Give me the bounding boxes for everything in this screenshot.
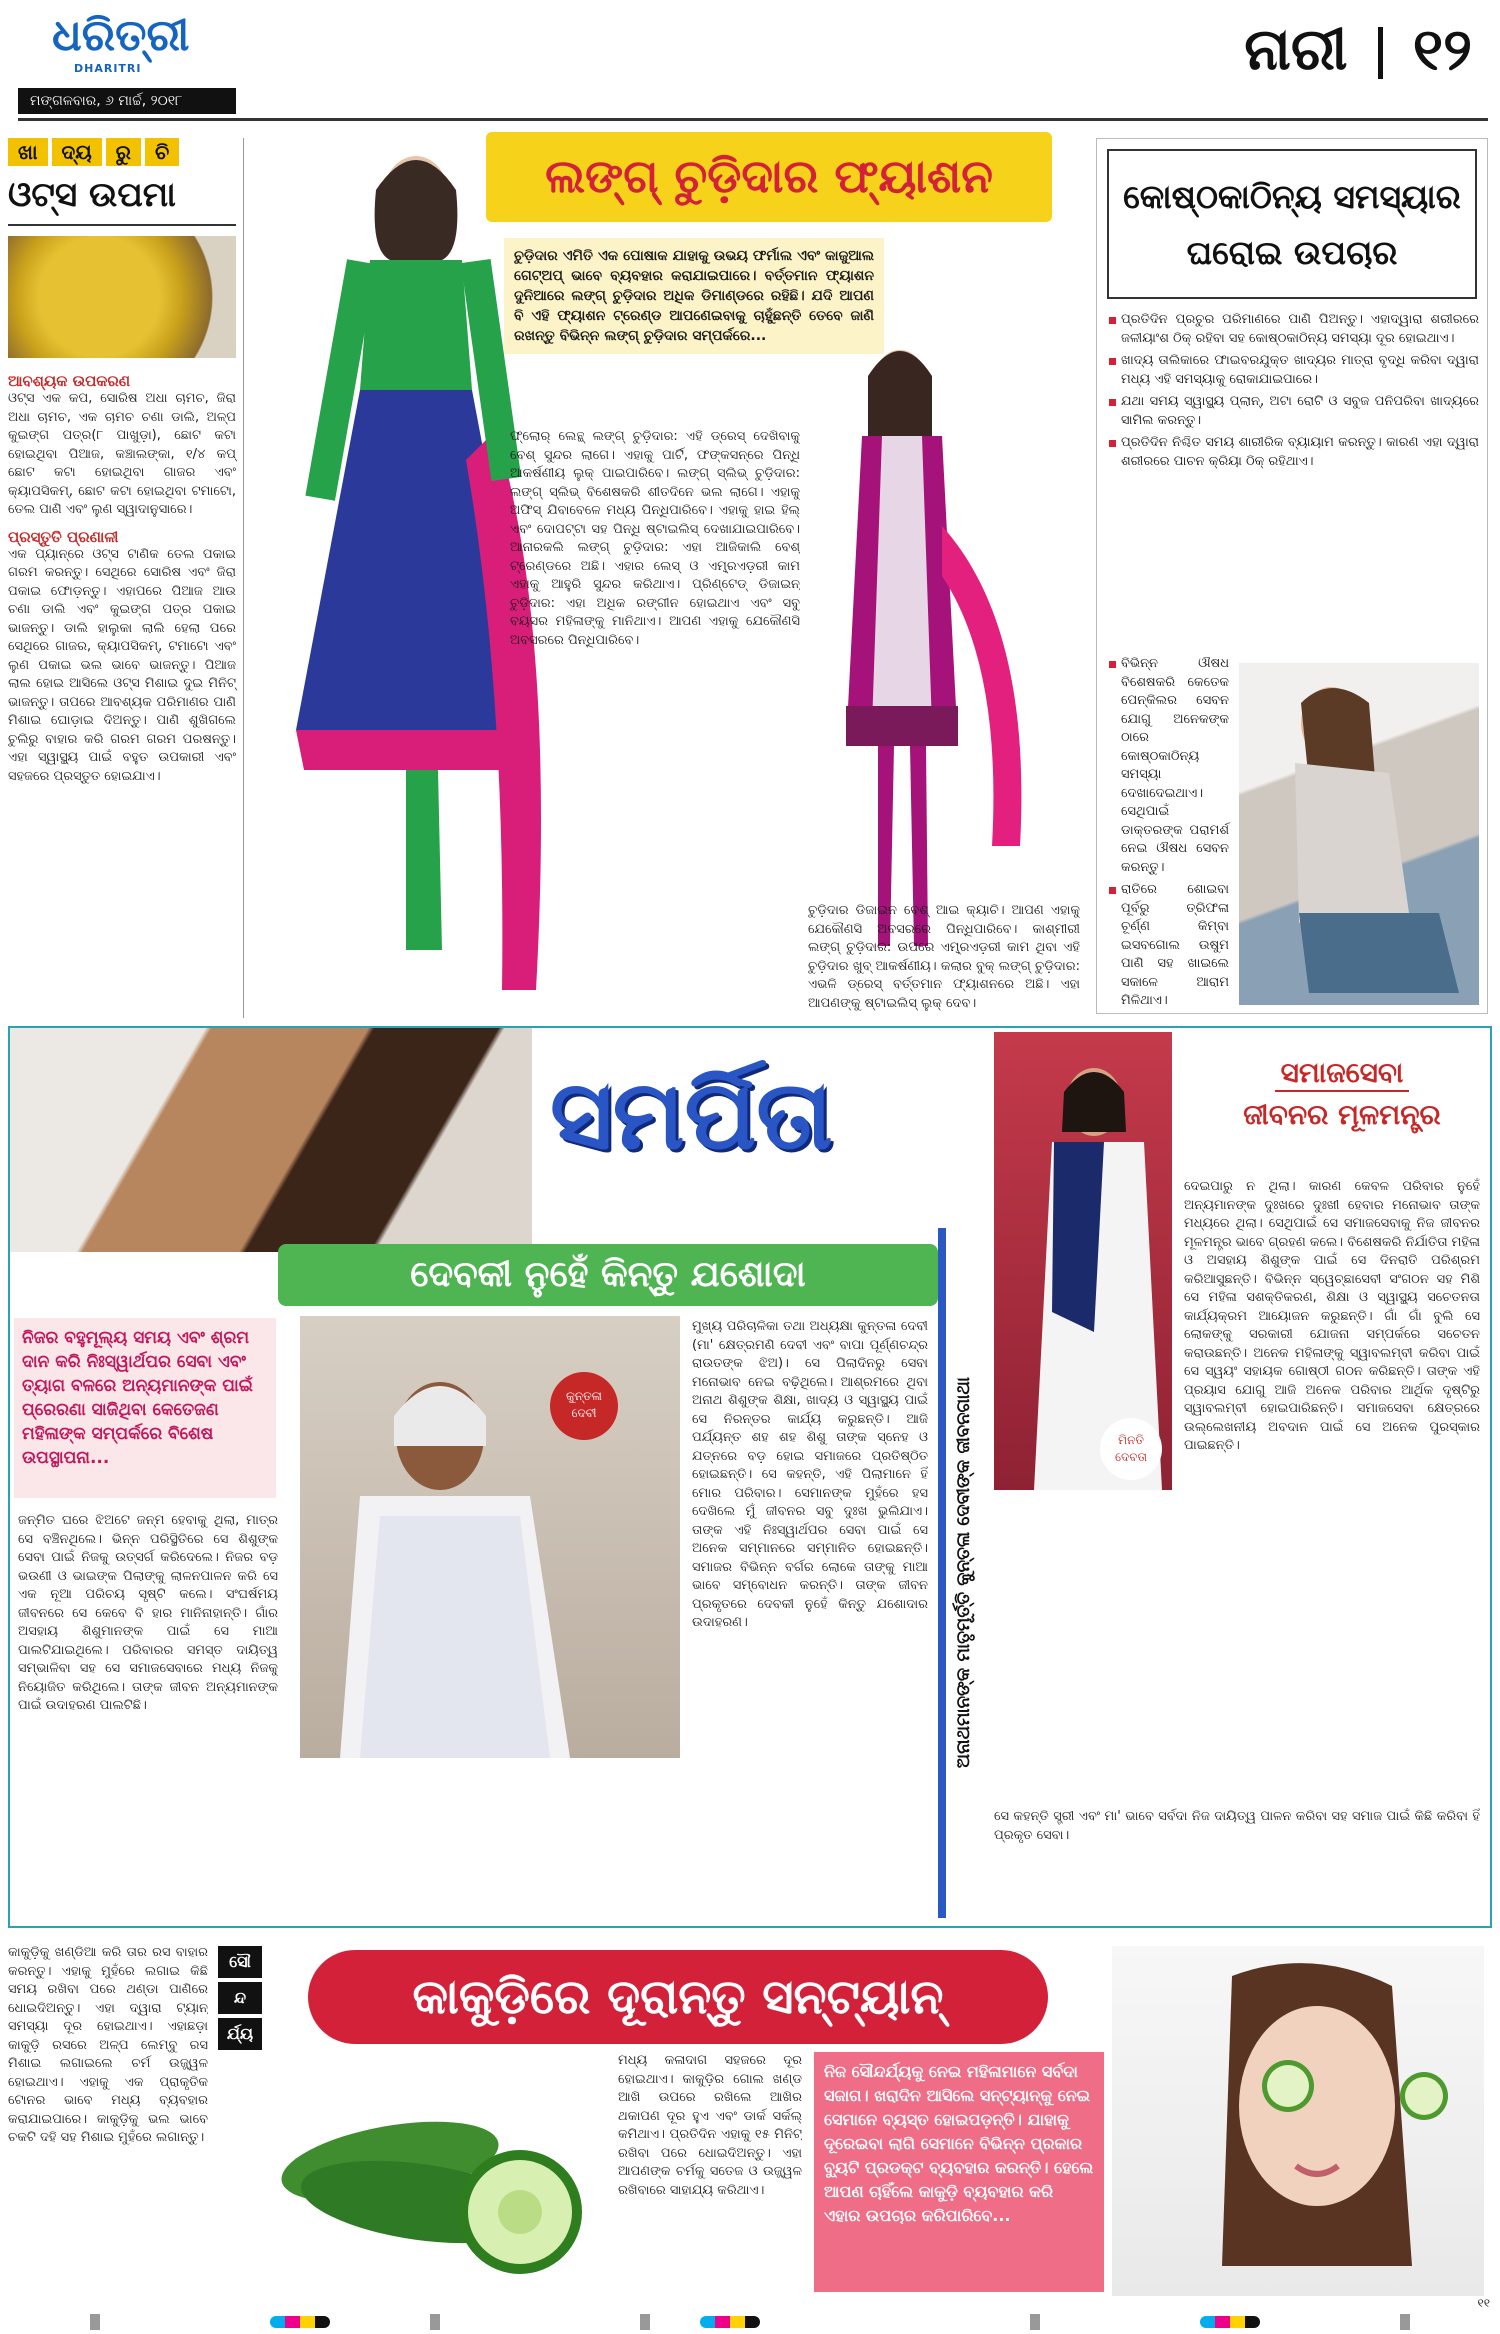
- fashion-headline-text: ଲଙ୍ଗ୍ ଚୁଡ଼ିଦାର ଫ୍ୟାଶନ: [545, 149, 993, 203]
- issue-date-bar: [18, 88, 236, 114]
- kicker-letter: ନ୍ଦ: [218, 1982, 262, 2014]
- samarpita-intro: ନିଜର ବହୁମୂଲ୍ୟ ସମୟ ଏବଂ ଶ୍ରମ ଦାନ କରି ନିଃସ୍ୱାର୍ଥପର ସେବା ଏବଂ ତ୍ୟାଗ ବଳରେ ଅନ୍ୟମାନଙ୍କ ପାଇଁ ପ୍ରେରଣା ସାଜିଥିବା କେତେଜଣ ମହିଳାଙ୍କ ସମ୍ପର୍କରେ ବିଶେଷ ଉପସ୍ଥାପନା...: [22, 1328, 253, 1468]
- health-title: କୋଷ୍ଠକାଠିନ୍ୟ ସମସ୍ୟାର ଘରୋଇ ଉପଚାର: [1107, 149, 1477, 299]
- vertical-title-bar: [938, 1228, 980, 1918]
- health-tip: ଯଥା ସମୟ ସ୍ୱାସ୍ଥ୍ୟ ପ୍ଲାନ୍, ଅଟା ରୋଟି ଓ ସବୁଜ ପନିପରିବା ଖାଦ୍ୟରେ ସାମିଲ କରନ୍ତୁ।: [1107, 393, 1479, 430]
- caption-surname: ଦେବତା: [1115, 1450, 1147, 1464]
- cucumber-photo: [280, 2052, 610, 2296]
- kuntala-devi-photo: [300, 1316, 680, 1758]
- caption-surname: ଦେବୀ: [571, 1406, 597, 1420]
- elderly-woman-figure: [300, 1316, 680, 1758]
- beauty-headline: [308, 1950, 1048, 2044]
- recipe-kicker: [8, 138, 236, 166]
- samarpita-subtitle: ଦେବକୀ ନୁହେଁ କିନ୍ତୁ ଯଶୋଦା: [410, 1254, 806, 1295]
- samarpita-section: [8, 1026, 1492, 1928]
- ingredients-text: ଓଟ୍ସ ଏକ କପ, ସୋରିଷ ଅଧା ଚାମଚ, ଜିରା ଅଧା ଚାମଚ, ଏକ ଚାମଚ ଚଣା ଡାଲି, ଅଳ୍ପ କୁଇଙ୍ଗ ପତ୍ର(୮ ପାଖୁଡ଼ା), ଛୋଟ କଟା ହୋଇଥିବା ପିଆଜ, କଞ୍ଚାଲଙ୍କା, ୧/୪ କପ୍ ଛୋଟ କଟା ହୋଇଥିବା ଗାଜର ଏବଂ କ୍ୟାପସିକମ୍, ଛୋଟ କଟା ହୋଇଥିବା ଟମାଟୋ, ତେଲ ପାଣି ଏବଂ ଲୁଣ ସ୍ୱାଦାନୁସାରେ।: [8, 391, 236, 517]
- samajaseba-story-end: ସେ କହନ୍ତି ସ୍ତ୍ରୀ ଏବଂ ମା' ଭାବେ ସର୍ବଦା ନିଜ ଦାୟିତ୍ୱ ପାଳନ କରିବା ସହ ସମାଜ ପାଇଁ କିଛି କରିବା ହିଁ ପ୍ରକୃତ ସେବା।: [994, 1809, 1480, 1843]
- health-tip: ବିଭିନ୍ନ ଔଷଧ ବିଶେଷକରି କେତେକ ପେନ୍‌କିଲର ସେବନ ଯୋଗୁ ଅନେକଙ୍କ ଠାରେ କୋଷ୍ଠକାଠିନ୍ୟ ସମସ୍ୟା ଦେଖାଦେଇଥାଏ। ସେଥିପାଇଁ ଡାକ୍ତରଙ୍କ ପରାମର୍ଶ ନେଇ ଔଷଧ ସେବନ କରନ୍ତୁ।: [1107, 655, 1229, 877]
- issue-date: ମଙ୍ଗଳବାର, ୬ ମାର୍ଚ୍ଚ, ୨୦୧୮: [30, 93, 183, 109]
- fashion-column-2: ଚୁଡ଼ିଦାର ଡିଜାଇନ ବେଶ୍ ଆଇ କ୍ୟାଚି। ଆପଣ ଏହାକୁ ଯେକୌଣସି ଅବସରରେ ପିନ୍ଧିପାରିବେ। କାଶ୍ମୀରୀ ଲଙ୍ଗ୍ ଚୁଡ଼ିଦାର: ଉପରେ ଏମ୍ବ୍ରଏଡ଼ରୀ କାମ ଥିବା ଏହି ଚୁଡ଼ିଦାର ଖୁବ୍ ଆକର୍ଷଣୀୟ। କଲାର ବୁକ୍ ଲଙ୍ଗ୍ ଚୁଡ଼ିଦାର: ଏଭଳି ଡ୍ରେସ୍ ବର୍ତ୍ତମାନ ଫ୍ୟାଶନରେ ଅଛି। ଏହା ଆପଣଙ୍କୁ ଷ୍ଟାଇଲିସ୍ ଲୁକ୍ ଦେବ।: [808, 903, 1080, 1011]
- kicker-letter: ସୌ: [218, 1946, 262, 1978]
- beauty-callout: [814, 2052, 1104, 2292]
- beauty-callout-text: ନିଜ ସୌନ୍ଦର୍ଯ୍ୟକୁ ନେଇ ମହିଳାମାନେ ସର୍ବଦା ସଜାଗ। ଖରାଦିନ ଆସିଲେ ସନ୍‌ଟ୍ୟାନ୍‌କୁ ନେଇ ସେମାନେ ବ୍ୟସ୍ତ ହୋଇପଡ଼ନ୍ତି। ଯାହାକୁ ଦୂରେଇବା ଲାଗି ସେମାନେ ବିଭିନ୍ନ ପ୍ରକାର ବ୍ୟୁଟି ପ୍ରଡକ୍ଟ ବ୍ୟବହାର କରନ୍ତି। ହେଲେ ଆପଣ ଚାହିଁଲେ କାକୁଡ଼ି ବ୍ୟବହାର କରି ଏହାର ଉପଚାର କରିପାରିବେ...: [824, 2062, 1094, 2225]
- caption-name: କୁନ୍ତଳା: [566, 1389, 602, 1403]
- cmyk-dots: [1200, 2316, 1260, 2328]
- beauty-kicker: [218, 1946, 262, 2050]
- method-text: ଏକ ପ୍ୟାନ୍‌ରେ ଓଟ୍ସ ଟାଣିକ ତେଲ ପକାଇ ଗରମ କରନ୍ତୁ। ସେଥିରେ ସୋରିଷ ଏବଂ ଜିରା ପକାଇ ଫୋଡ଼ନ୍ତୁ। ଏହାପରେ ପିଆଜ ଆଉ ଚଣା ଡାଲି ଏବଂ କୁଇଙ୍ଗ ପତ୍ର ପକାଇ ଭାଜନ୍ତୁ। ଡାଲି ହାଲୁକା ଲାଲି ହେଲା ପରେ ସେଥିରେ ଗାଜର, କ୍ୟାପସିକମ୍, ଟମାଟୋ ଏବଂ ଲୁଣ ପକାଇ ଭଲ ଭାବେ ଭାଜନ୍ତୁ। ପିଆଜ ଲାଲ ହୋଇ ଆସିଲେ ଓଟ୍ସ ମିଶାଇ ଦୁଇ ମିନିଟ୍ ଭାଜନ୍ତୁ। ତାପରେ ଆବଶ୍ୟକ ପରିମାଣର ପାଣି ମିଶାଇ ଘୋଡ଼ାଇ ଦିଅନ୍ତୁ। ପାଣି ଶୁଖିଗଲେ ଚୁଲିରୁ ବାହାର କରି ଗରମ ଗରମ ପରଷନ୍ତୁ। ଏହା ସ୍ୱାସ୍ଥ୍ୟ ପାଇଁ ବହୁତ ଉପକାରୀ ଏବଂ ସହଜରେ ପ୍ରସ୍ତୁତ ହୋଇଯାଏ।: [8, 546, 236, 784]
- fashion-headline: [486, 132, 1052, 222]
- logo-subtitle: DHARITRI: [74, 62, 142, 75]
- recipe-title: ଓଟ୍ସ ଉପମା: [8, 172, 236, 226]
- method-heading: ପ୍ରସ୍ତୁତି ପ୍ରଣାଳୀ: [8, 527, 119, 546]
- health-box: [1096, 138, 1488, 1014]
- woman-stomach-pain-photo: [1239, 663, 1479, 1005]
- health-tip: ରାତିରେ ଶୋଇବା ପୂର୍ବରୁ ତ୍ରିଫଳା ଚୂର୍ଣ୍ଣ କିମ୍ବା ଇସବଗୋଲ ଉଷୁମ ପାଣି ସହ ଖାଇଲେ ସକାଳେ ଆରାମ ମିଳିଥାଏ।: [1107, 881, 1229, 1011]
- section-title: ନାରୀ: [1244, 15, 1348, 83]
- cucumber-slices-illustration: [280, 2052, 610, 2296]
- samarpita-story-right: ମୁଖ୍ୟ ପରିଚାଳିକା ତଥା ଅଧ୍ୟକ୍ଷା କୁନ୍ତଳା ଦେବୀ (ମା' କ୍ଷେତ୍ରମଣି ଦେବୀ ଏବଂ ବାପା ପୂର୍ଣ୍ଣଚନ୍ଦ୍ର ରାଉତଙ୍କ ଝିଅ)। ସେ ପିଲାଦିନରୁ ସେବା ମନୋଭାବ ନେଇ ବଢ଼ିଥିଲେ। ଆଶ୍ରମରେ ଥିବା ଅନାଥ ଶିଶୁଙ୍କ ଶିକ୍ଷା, ଖାଦ୍ୟ ଓ ସ୍ୱାସ୍ଥ୍ୟ ପାଇଁ ସେ ନିରନ୍ତର କାର୍ଯ୍ୟ କରୁଛନ୍ତି। ଆଜି ପର୍ଯ୍ୟନ୍ତ ଶହ ଶହ ଶିଶୁ ତାଙ୍କ ସ୍ନେହ ଓ ଯତ୍ନରେ ବଡ଼ ହୋଇ ସମାଜରେ ପ୍ରତିଷ୍ଠିତ ହୋଇଛନ୍ତି। ସେ କହନ୍ତି, ଏହି ପିଲାମାନେ ହିଁ ମୋର ପରିବାର। ସେମାନଙ୍କ ମୁହଁରେ ହସ ଦେଖିଲେ ମୁଁ ଜୀବନର ସବୁ ଦୁଃଖ ଭୁଲିଯାଏ। ତାଙ୍କ ଏହି ନିଃସ୍ୱାର୍ଥପର ସେବା ପାଇଁ ସେ ଅନେକ ସମ୍ମାନରେ ସମ୍ମାନିତ ହୋଇଛନ୍ତି। ସମାଜର ବିଭିନ୍ନ ବର୍ଗର ଲୋକେ ତାଙ୍କୁ ମାଆ ଭାବେ ସମ୍ବୋଧନ କରନ୍ତି। ତାଙ୍କ ଜୀବନ ପ୍ରକୃତରେ ଦେବକୀ ନୁହେଁ କିନ୍ତୁ ଯଶୋଦାର ଉଦାହରଣ।: [692, 1319, 928, 1630]
- samarpita-headline: ସମର୍ପିତା: [550, 1058, 833, 1171]
- page-number: ୧୨: [1412, 15, 1472, 83]
- woman-cucumber-eye-photo: [1112, 1946, 1484, 2296]
- photo-caption: [1100, 1418, 1162, 1480]
- kicker-letter: ଦ୍ୟ: [52, 138, 102, 166]
- kicker-letter: ଚି: [145, 138, 179, 166]
- beauty-column-1: କାକୁଡ଼ିକୁ ଖଣ୍ଡିଆ କରି ତାର ରସ ବାହାର କରନ୍ତୁ। ଏହାକୁ ମୁହଁରେ ଲଗାଇ କିଛି ସମୟ ରଖିବା ପରେ ଥଣ୍ଡା ପାଣିରେ ଧୋଇଦିଅନ୍ତୁ। ଏହା ଦ୍ୱାରା ଟ୍ୟାନ୍ ସମସ୍ୟା ଦୂର ହୋଇଥାଏ। ଏହାଛଡ଼ା କାକୁଡ଼ି ରସରେ ଅଳ୍ପ ଲେମ୍ବୁ ରସ ମିଶାଇ ଲଗାଇଲେ ଚର୍ମ ଉଜ୍ଜ୍ୱଳ ହୋଇଥାଏ। ଏହାକୁ ଏକ ପ୍ରାକୃତିକ ଟୋନର ଭାବେ ମଧ୍ୟ ବ୍ୟବହାର କରାଯାଇପାରେ। କାକୁଡ଼ିକୁ ଭଲ ଭାବେ ଚକଟି ଦହି ସହ ମିଶାଇ ମୁହଁରେ ଲଗାନ୍ତୁ।: [8, 1945, 208, 2145]
- beauty-section: [8, 1936, 1492, 2304]
- woman-with-cucumber-figure: [1112, 1946, 1484, 2296]
- health-tip: ଖାଦ୍ୟ ତାଲିକାରେ ଫାଇବରଯୁକ୍ତ ଖାଦ୍ୟର ମାତ୍ରା ବୃଦ୍ଧି କରିବା ଦ୍ୱାରା ମଧ୍ୟ ଏହି ସମସ୍ୟାକୁ ରୋକାଯାଇପାରେ।: [1107, 352, 1479, 389]
- gray-swatch: [1400, 2314, 1410, 2330]
- fashion-column-1: ଫ୍ଲୋର୍ ଲେନ୍ଥ୍ ଲଙ୍ଗ୍ ଚୁଡ଼ିଦାର: ଏହି ଡ୍ରେସ୍ ଦେଖିବାକୁ ବେଶ୍ ସୁନ୍ଦର ଲାଗେ। ଏହାକୁ ପାର୍ଟି, ଫଙ୍କସନ୍‌ରେ ପିନ୍ଧି ଆକର୍ଷଣୀୟ ଲୁକ୍ ପାଇପାରିବେ। ଲଙ୍ଗ୍ ସ୍ଲିଭ୍ ଚୁଡ଼ିଦାର: ଲଙ୍ଗ୍ ସ୍ଲିଭ୍ ବିଶେଷକରି ଶୀତଦିନେ ଭଲ ଲାଗେ। ଏହାକୁ ଅଫିସ୍ ଯିବାବେଳେ ମଧ୍ୟ ପିନ୍ଧିପାରିବେ। ଏହାକୁ ହାଇ ହିଲ୍ ଏବଂ ଦୋପଟ୍ଟା ସହ ପିନ୍ଧି ଷ୍ଟାଇଲିସ୍ ଦେଖାଯାଇପାରିବେ। ଆନାରକଲି ଲଙ୍ଗ୍ ଚୁଡ଼ିଦାର: ଏହା ଆଜିକାଲି ବେଶ୍ ଟ୍ରେଣ୍ଡରେ ଅଛି। ଏହାର ଲେସ୍ ଓ ଏମ୍ବ୍ରଏଡ଼ରୀ କାମ ଏହାକୁ ଆହୁରି ସୁନ୍ଦର କରିଥାଏ। ପ୍ରିଣ୍ଟେଡ୍ ଡିଜାଇନ୍ ଚୁଡ଼ିଦାର: ଏହା ଅଧିକ ରଙ୍ଗୀନ ହୋଇଥାଏ ଏବଂ ସବୁ ବୟସର ମହିଳାଙ୍କୁ ମାନିଥାଏ। ଆପଣ ଏହାକୁ ଯେକୌଣସି ଅବସରରେ ପିନ୍ଧିପାରିବେ।: [510, 429, 800, 648]
- seated-woman-figure: [1239, 663, 1479, 1005]
- samajaseba-line-1: ସମାଜସେବା: [1275, 1056, 1410, 1092]
- samajaseba-line-2: ଜୀବନର ମୂଳମନ୍ତ୍ର: [1243, 1098, 1441, 1131]
- print-registration-marks: [0, 2296, 1500, 2334]
- section-divider: [1378, 27, 1383, 79]
- gray-swatch: [1030, 2314, 1040, 2330]
- cmyk-dots: [270, 2316, 330, 2328]
- kicker-letter: ର୍ଯ୍ୟ: [218, 2018, 262, 2050]
- beauty-headline-text: କାକୁଡ଼ିରେ ଦୂରାନ୍ତୁ ସନ୍‌ଟ୍ୟାନ୍: [412, 1968, 944, 2025]
- folio: ୧୧: [1477, 2296, 1490, 2310]
- health-tip: ପ୍ରତିଦିନ ନିଶ୍ଚିତ ସମୟ ଶାରୀରିକ ବ୍ୟାୟାମ କରନ୍ତୁ। କାରଣ ଏହା ଦ୍ୱାରା ଶରୀରରେ ପାଚନ କ୍ରିୟା ଠିକ୍ ରହିଥାଏ।: [1107, 434, 1479, 471]
- recipe-column: [8, 138, 236, 1018]
- kicker-letter: ରୁ: [106, 138, 141, 166]
- samajaseba-story: ଦେଇପାରୁ ନ ଥିଲା। କାରଣ କେବଳ ପରିବାର ନୁହେଁ ଅନ୍ୟମାନଙ୍କ ଦୁଃଖରେ ଦୁଃଖୀ ହେବାର ମନୋଭାବ ତାଙ୍କ ମଧ୍ୟରେ ଥିଲା। ସେଥିପାଇଁ ସେ ସମାଜସେବାକୁ ନିଜ ଜୀବନର ମୂଳମନ୍ତ୍ର ଭାବେ ଗ୍ରହଣ କଲେ। ବିଶେଷକରି ନିର୍ଯାତିତା ମହିଳା ଓ ଅସହାୟ ଶିଶୁଙ୍କ ପାଇଁ ସେ ଦିନରାତି ପରିଶ୍ରମ କରିଆସୁଛନ୍ତି। ବିଭିନ୍ନ ସ୍ୱେଚ୍ଛାସେବୀ ସଂଗଠନ ସହ ମିଶି ସେ ମହିଳା ସଶକ୍ତିକରଣ, ଶିକ୍ଷା ଓ ସ୍ୱାସ୍ଥ୍ୟ ସଚେତନତା କାର୍ଯ୍ୟକ୍ରମ ଆୟୋଜନ କରୁଛନ୍ତି। ଗାଁ ଗାଁ ବୁଲି ସେ ଲୋକଙ୍କୁ ସରକାରୀ ଯୋଜନା ସମ୍ପର୍କରେ ସଚେତନ କରାଉଛନ୍ତି। ଅନେକ ମହିଳାଙ୍କୁ ସ୍ୱାବଲମ୍ବୀ କରିବା ପାଇଁ ସେ ସ୍ୱୟଂ ସହାୟକ ଗୋଷ୍ଠୀ ଗଠନ କରିଛନ୍ତି। ତାଙ୍କ ଏହି ପ୍ରୟାସ ଯୋଗୁ ଆଜି ଅନେକ ପରିବାର ଆର୍ଥିକ ଦୃଷ୍ଟିରୁ ସ୍ୱାବଲମ୍ବୀ ହୋଇପାରିଛନ୍ତି। ସମାଜସେବା କ୍ଷେତ୍ରରେ ଉଲ୍ଲେଖନୀୟ ଅବଦାନ ପାଇଁ ସେ ଅନେକ ପୁରସ୍କାର ପାଇଛନ୍ତି।: [1184, 1179, 1480, 1453]
- vertical-title: ଅନାଥମାନଙ୍କ ମାତୃମୂର୍ତ୍ତି କୁନ୍ତଳା ଦେବୀଙ୍କ ଜୀବନଗାଥା: [952, 1377, 974, 1769]
- samajaseba-title: [1200, 1056, 1484, 1166]
- beauty-column-2: ମଧ୍ୟ କଳାଦାଗ ସହଜରେ ଦୂର ହୋଇଥାଏ। କାକୁଡ଼ିର ଗୋଲ ଖଣ୍ଡ ଆଖି ଉପରେ ରଖିଲେ ଆଖିର ଥକାପଣ ଦୂର ହୁଏ ଏବଂ ଡାର୍କ ସର୍କଲ୍ କମିଥାଏ। ପ୍ରତିଦିନ ଏହାକୁ ୧୫ ମିନିଟ୍ ରଖିବା ପରେ ଧୋଇଦିଅନ୍ତୁ। ଏହା ଆପଣଙ୍କ ଚର୍ମକୁ ସତେଜ ଓ ଉଜ୍ଜ୍ୱଳ ରଖିବାରେ ସାହାଯ୍ୟ କରିଥାଏ।: [618, 2053, 802, 2198]
- health-tips-top: [1107, 311, 1479, 475]
- masthead-rule: [18, 118, 1488, 121]
- health-tip: ପ୍ରତିଦିନ ପ୍ରଚୁର ପରିମାଣରେ ପାଣି ପିଅନ୍ତୁ। ଏହାଦ୍ୱାରା ଶରୀରରେ ଜଳୀୟାଂଶ ଠିକ୍ ରହିବା ସହ କୋଷ୍ଠକାଠିନ୍ୟ ସମସ୍ୟା ଦୂର ହୋଇଥାଏ।: [1107, 311, 1479, 348]
- cmyk-dots: [700, 2316, 760, 2328]
- logo-wordmark: ଧରିତ୍ରୀ: [52, 10, 190, 61]
- clasped-hands-photo: [10, 1028, 532, 1252]
- recipe-photo: [8, 236, 236, 358]
- caption-name: ମିନତି: [1118, 1433, 1144, 1447]
- fashion-intro: ଚୁଡ଼ିଦାର ଏମିତି ଏକ ପୋଷାକ ଯାହାକୁ ଉଭୟ ଫର୍ମାଲ ଏବଂ କାଜୁଆଲ ଗେଟ୍‌ଅପ୍ ଭାବେ ବ୍ୟବହାର କରାଯାଇପାରେ। ବର୍ତ୍ତମାନ ଫ୍ୟାଶନ ଦୁନିଆରେ ଲଙ୍ଗ୍ ଚୁଡ଼ିଦାର ଅଧିକ ଡିମାଣ୍ଡରେ ରହିଛି। ଯଦି ଆପଣ ବି ଏହି ଫ୍ୟାଶନ ଟ୍ରେଣ୍ଡ ଆପଣେଇବାକୁ ଚାହୁଁଛନ୍ତି ତେବେ ଜାଣି ରଖନ୍ତୁ ବିଭିନ୍ନ ଲଙ୍ଗ୍ ଚୁଡ଼ିଦାର ସମ୍ପର୍କରେ...: [504, 238, 884, 354]
- column-divider: [243, 138, 244, 1018]
- masthead: [0, 0, 1500, 122]
- minati-photo: [994, 1032, 1172, 1490]
- gray-swatch: [90, 2314, 100, 2330]
- fashion-story: [252, 126, 1082, 1026]
- gray-swatch: [430, 2314, 440, 2330]
- kicker-letter: ଖା: [8, 138, 48, 166]
- samarpita-subtitle-band: [278, 1244, 938, 1306]
- samarpita-story-left: ଜନ୍ମିତ ଘରେ ଝିଅଟେ ଜନ୍ମ ହେବାକୁ ଥିଲା, ମାତ୍ର ସେ ବଞ୍ଚିନଥିଲେ। ଭିନ୍ନ ପରିସ୍ଥିତିରେ ସେ ଶିଶୁଙ୍କ ସେବା ପାଇଁ ନିଜକୁ ଉତ୍ସର୍ଗ କରିଦେଲେ। ନିଜର ବଡ଼ ଭଉଣୀ ଓ ଭାଇଙ୍କ ପିଲାଙ୍କୁ ଲାଳନପାଳନ କରି ସେ ଏକ ନୂଆ ପରିଚୟ ସୃଷ୍ଟି କଲେ। ସଂଘର୍ଷମୟ ଜୀବନରେ ସେ କେବେ ବି ହାର ମାନିନାହାନ୍ତି। ଗାଁର ଅସହାୟ ଶିଶୁମାନଙ୍କ ପାଇଁ ସେ ମାଆ ପାଲଟିଯାଇଥିଲେ। ପରିବାରର ସମସ୍ତ ଦାୟିତ୍ୱ ସମ୍ଭାଳିବା ସହ ସେ ସମାଜସେବାରେ ମଧ୍ୟ ନିଜକୁ ନିୟୋଜିତ କରିଥିଲେ। ତାଙ୍କ ଜୀବନ ଅନ୍ୟମାନଙ୍କ ପାଇଁ ଉଦାହରଣ ପାଲଟିଛି।: [18, 1513, 278, 1713]
- gray-swatch: [640, 2314, 650, 2330]
- logo: [52, 10, 262, 80]
- samarpita-intro-box: [14, 1318, 276, 1498]
- ingredients-heading: ଆବଶ୍ୟକ ଉପକରଣ: [8, 372, 131, 390]
- health-tips-bottom: [1107, 655, 1229, 1015]
- section-label: [1244, 14, 1472, 84]
- photo-caption: [550, 1372, 618, 1440]
